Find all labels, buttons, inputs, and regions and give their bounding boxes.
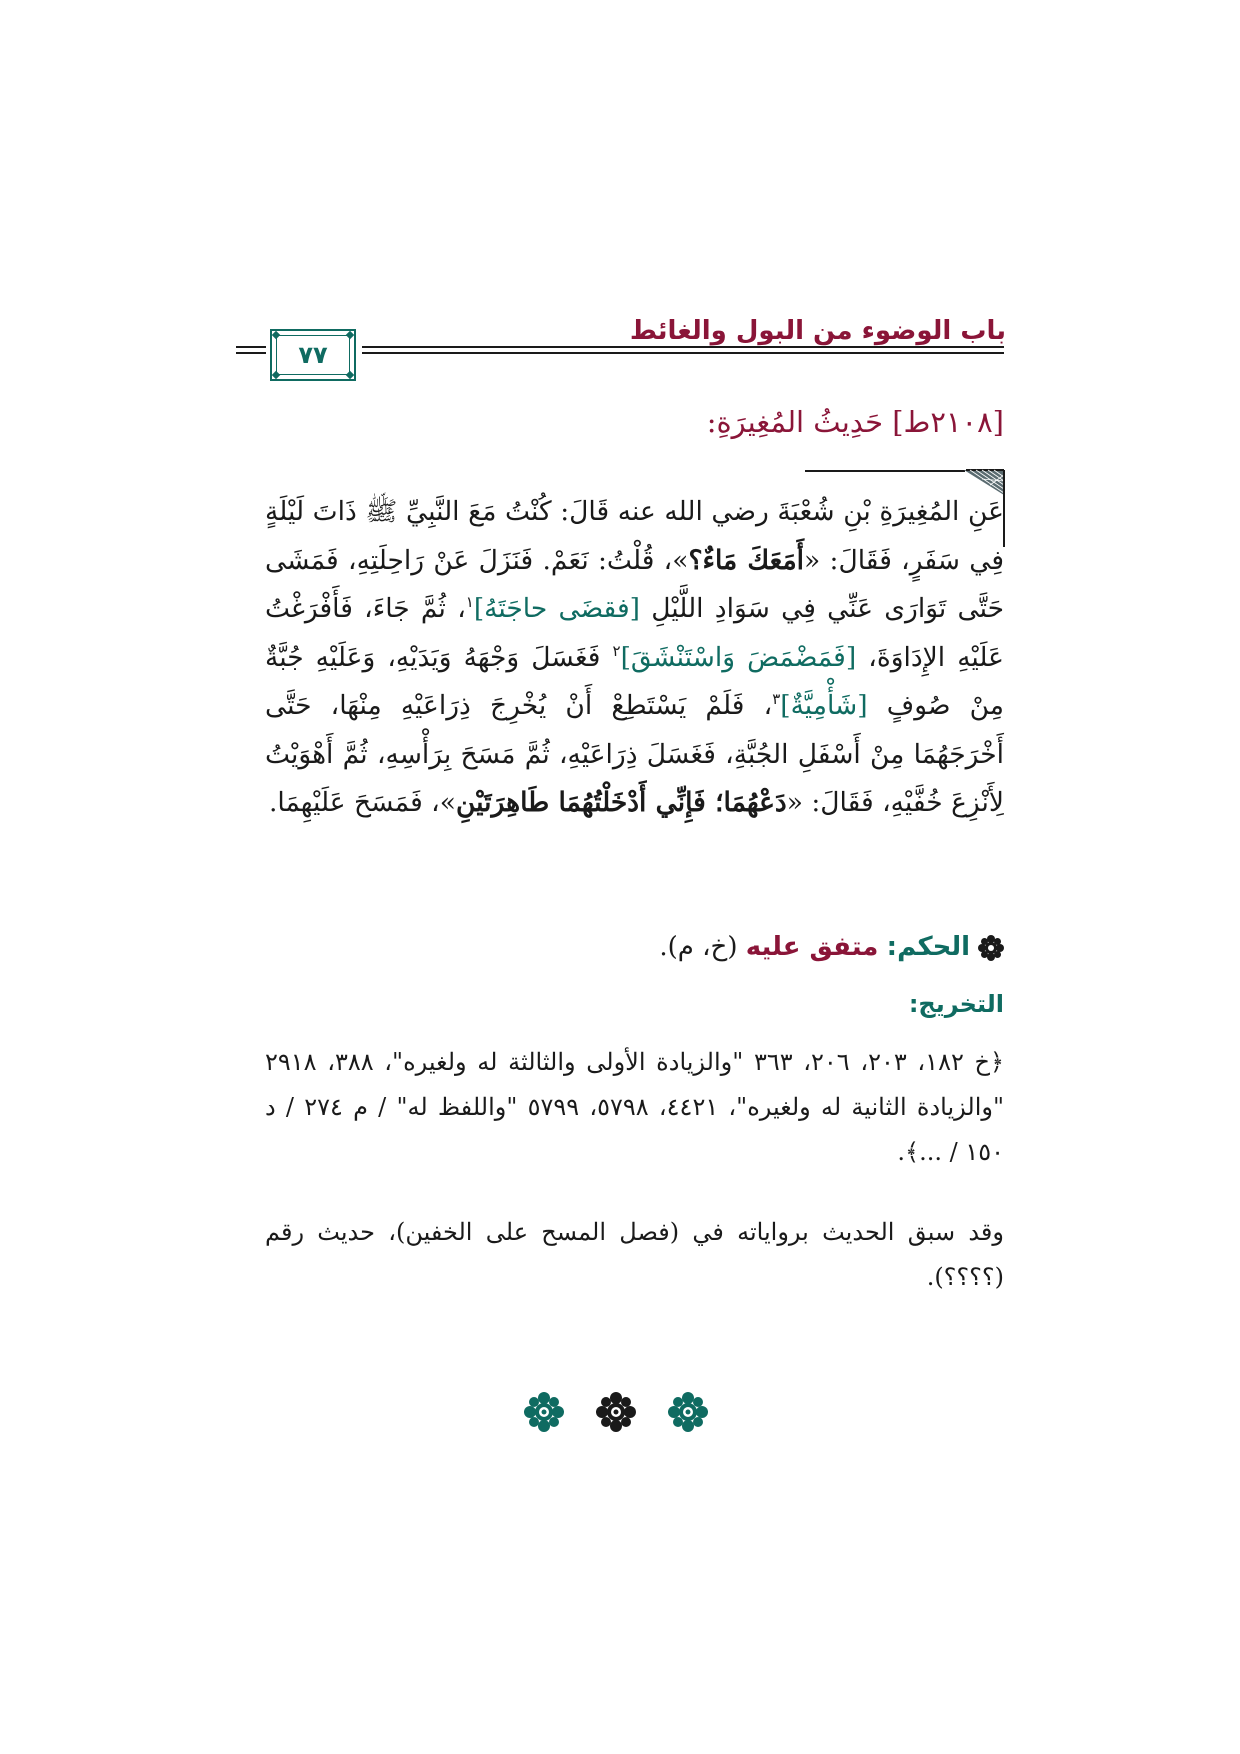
takhrij-title: التخريج: — [908, 990, 1004, 1018]
frame-line — [805, 470, 965, 472]
end-ornament — [524, 1392, 708, 1432]
variant-addition: [شَأْمِيَّةٌ] — [780, 690, 868, 721]
hadith-segment: »، قُلْتُ: نَعَمْ. فَنَزَلَ عَنْ رَاحِلَتِهِ، فَمَشَى حَتَّى تَوَارَى عَنِّي فِي سَوَادِ اللَّيْلِ — [265, 544, 1004, 624]
page-number: ٧٧ — [298, 341, 328, 369]
hadith-segment: فَغَسَلَ وَجْهَهُ وَيَدَيْهِ، وَعَلَيْهِ جُبَّةٌ مِنْ صُوفٍ — [265, 641, 1004, 721]
header-rule-left — [236, 346, 266, 348]
variant-addition: [فَمَضْمَضَ وَاسْتَنْشَقَ] — [620, 641, 857, 673]
cross-reference-note: وقد سبق الحديث برواياته في (فصل المسح على الخفين)، حديث رقم (؟؟؟؟). — [265, 1218, 1004, 1291]
hadith-segment: ، فَلَمْ يَسْتَطِعْ أَنْ يُخْرِجَ ذِرَاعَيْهِ مِنْهَا، حَتَّى أَخْرَجَهُمَا مِنْ أَسْفَلِ الجُبَّةِ، فَغَسَلَ ذِرَاعَيْهِ، ثُمَّ مَسَحَ بِرَأْسِهِ، ثُمَّ أَهْوَيْتُ لِأَنْزِعَ خُفَّيْهِ، فَقَالَ: « — [265, 690, 1004, 818]
footnote-marker: ١ — [465, 593, 474, 612]
footnote-marker: ٢ — [612, 641, 621, 660]
hadith-text — [265, 488, 1004, 828]
flower-icon — [668, 1392, 708, 1432]
flower-icon — [978, 935, 1004, 961]
hadith-segment: ، ثُمَّ جَاءَ، فَأَفْرَغْتُ عَلَيْهِ الإِدَاوَةَ، — [265, 593, 1004, 673]
header-rule-left — [236, 352, 266, 354]
prophet-quote: أَمَعَكَ مَاءٌ؟ — [688, 544, 805, 576]
hadith-heading: [٢١٠٨ط] حَدِيثُ المُغِيرَةِ: — [706, 405, 1004, 439]
prophet-quote: دَعْهُمَا؛ فَإِنِّي أَدْخَلْتُهُمَا طَاهِرَتَيْنِ — [455, 787, 787, 818]
flower-icon — [596, 1392, 636, 1432]
verdict-sources: (خ، م). — [659, 932, 738, 962]
verdict-value: متفق عليه — [745, 932, 879, 962]
flower-icon — [524, 1392, 564, 1432]
header-rule — [362, 352, 1004, 354]
page-number-badge — [270, 329, 356, 381]
hadith-segment: »، فَمَسَحَ عَلَيْهِمَا. — [268, 787, 456, 818]
verdict-line — [659, 932, 1004, 962]
footnote-marker: ٣ — [772, 690, 781, 709]
hadith-segment: عَنِ المُغِيرَةِ بْنِ شُعْبَةَ رضي الله عنه قَالَ: كُنْتُ مَعَ النَّبِيِّ ﷺ ذَاتَ لَيْلَةٍ فِي سَفَرٍ، فَقَالَ: « — [265, 496, 1004, 576]
variant-addition: [فقضَى حاجَتَهُ] — [473, 593, 640, 624]
chapter-title: باب الوضوء من البول والغائط — [629, 316, 1006, 346]
verdict-label: الحكم: — [886, 932, 970, 962]
header-rule — [362, 346, 1004, 348]
takhrij-text: ﴿خ ١٨٢، ٢٠٣، ٢٠٦، ٣٦٣ "والزيادة الأولى والثالثة له ولغيره"، ٣٨٨، ٢٩١٨ "والزيادة الثانية له ولغيره"، ٤٤٢١، ٥٧٩٨، ٥٧٩٩ "واللفظ له" / م ٢٧٤ / د ١٥٠ / ...﴾. — [265, 1048, 1005, 1166]
